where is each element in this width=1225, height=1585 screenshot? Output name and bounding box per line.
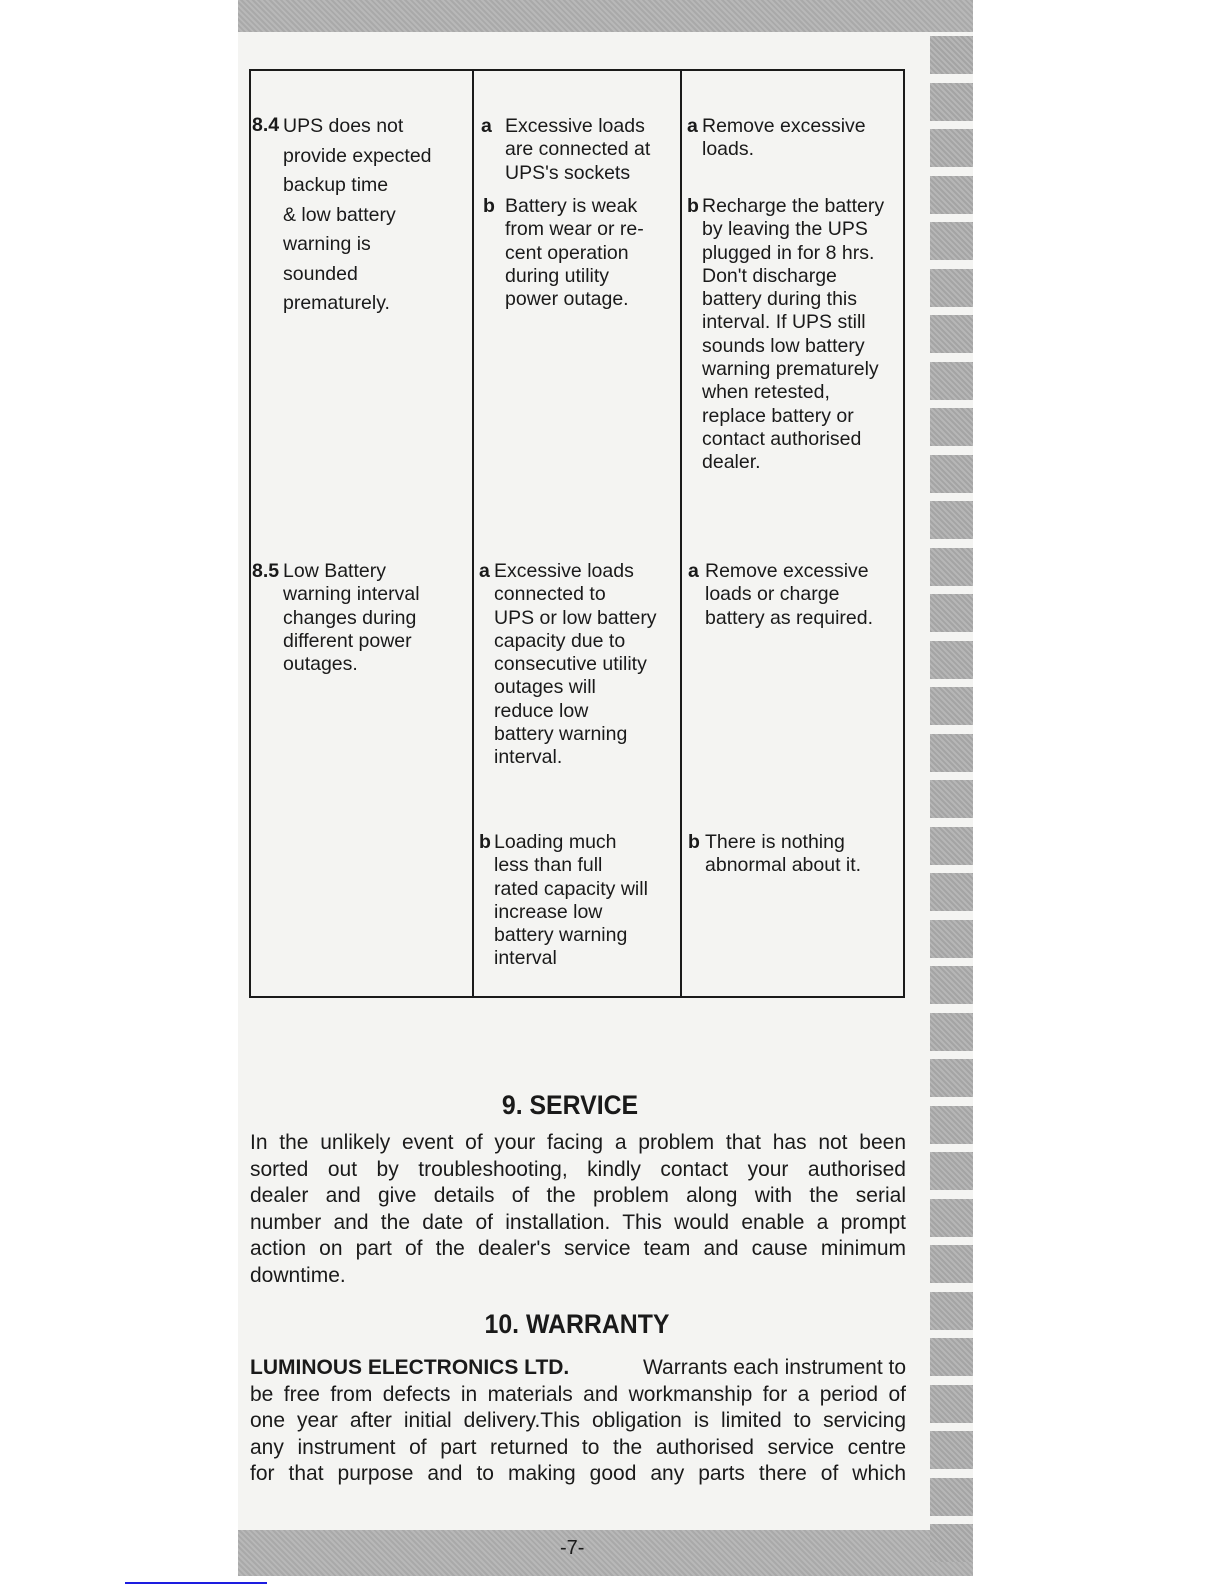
warranty-heading: 10. WARRANTY	[484, 1309, 670, 1339]
company-name: LUMINOUS ELECTRONICS LTD.	[250, 1356, 570, 1379]
edge-stripe-block	[930, 1478, 973, 1516]
text-line: dealer and give details of the problem along with the serial	[250, 1184, 906, 1208]
text-line: sorted out by troubleshooting, kindly contact your authorised	[250, 1157, 906, 1181]
edge-stripe-block	[930, 408, 973, 446]
edge-stripe-block	[930, 315, 973, 353]
remedy-marker: a	[687, 115, 698, 137]
cause-marker: a	[481, 115, 492, 137]
edge-stripe-block	[930, 687, 973, 725]
problem-text: Low Battery warning interval changes during different power outages.	[283, 560, 420, 676]
edge-stripe-block	[930, 1385, 973, 1423]
text-line: Warrants each instrument to	[637, 1356, 906, 1379]
edge-stripe-block	[930, 455, 973, 493]
remedy-marker: b	[687, 195, 699, 217]
edge-stripe-block	[930, 176, 973, 214]
edge-stripe-block	[930, 920, 973, 958]
text-line: action on part of the dealer's service team and cause minimum	[250, 1237, 906, 1261]
edge-stripe-block	[930, 827, 973, 865]
edge-stripe-block	[930, 36, 973, 74]
text-line: In the unlikely event of your facing a problem that has not been	[250, 1131, 906, 1154]
text-line: number and the date of installation. This would enable a prompt	[250, 1210, 906, 1234]
edge-stripe-block	[930, 594, 973, 632]
cause-text: Battery is weak from wear or re- cent operation during utility power outage.	[505, 195, 644, 311]
text-line: be free from defects in materials and workmanship for a period of	[250, 1382, 906, 1406]
text-line: one year after initial delivery.This obligation is limited to servicing	[250, 1409, 906, 1433]
text-line: downtime.	[250, 1263, 346, 1287]
edge-stripe-block	[930, 129, 973, 167]
edge-stripe-block	[930, 641, 973, 679]
page-number: -7-	[560, 1537, 585, 1559]
edge-stripe-block	[930, 83, 973, 121]
edge-stripe-block	[930, 548, 973, 586]
cause-text: Excessive loads are connected at UPS's sockets	[505, 115, 651, 184]
edge-stripe-block	[930, 1106, 973, 1144]
service-paragraph	[250, 1130, 906, 1290]
remedy-text: Recharge the battery by leaving the UPS plugged in for 8 hrs. Don't discharge battery during this interval. If UPS still sounds low battery warning prematurely when retested, replace battery or contact authorised dealer.	[702, 195, 885, 474]
edge-stripe-block	[930, 362, 973, 400]
edge-stripe-block	[930, 873, 973, 911]
cause-text: Excessive loads connected to UPS or low battery capacity due to consecutive utility outages will reduce low battery warning interval.	[494, 560, 657, 769]
cause-marker: b	[479, 831, 491, 853]
cause-marker: b	[483, 195, 495, 217]
edge-stripe-block	[930, 734, 973, 772]
cause-marker: a	[479, 560, 490, 582]
edge-stripe-block	[930, 966, 973, 1004]
problem-text: UPS does not provide expected backup time & low battery warning is sounded prematurely.	[283, 115, 432, 314]
edge-stripe-block	[930, 1152, 973, 1190]
service-heading: 9. SERVICE	[501, 1090, 639, 1120]
remedy-text: Remove excessive loads or charge battery as required.	[705, 560, 874, 629]
column-divider	[680, 69, 682, 998]
edge-stripe-block	[930, 1059, 973, 1097]
edge-stripe-block	[930, 1013, 973, 1051]
edge-stripe-block	[930, 1431, 973, 1469]
top-gray-band	[238, 0, 973, 32]
edge-stripe-block	[930, 1199, 973, 1237]
edge-stripe-block	[930, 269, 973, 307]
text-line: for that purpose and to making good any parts there of which	[250, 1462, 906, 1486]
edge-stripe-block	[930, 501, 973, 539]
cause-text: Loading much less than full rated capacity will increase low battery warning interval	[494, 831, 648, 970]
bottom-gray-band	[238, 1530, 973, 1576]
edge-stripe-block	[930, 1338, 973, 1376]
edge-stripe-block	[930, 1292, 973, 1330]
row-number: 8.4	[252, 114, 280, 136]
warranty-paragraph	[250, 1355, 906, 1488]
edge-stripe-block	[930, 780, 973, 818]
remedy-text: There is nothing abnormal about it.	[705, 831, 862, 877]
remedy-text: Remove excessive loads.	[702, 115, 866, 161]
edge-stripe-block	[930, 222, 973, 260]
edge-stripe-block	[930, 1245, 973, 1283]
remedy-marker: a	[688, 560, 699, 582]
text-line: any instrument of part returned to the authorised service centre	[250, 1435, 906, 1459]
column-divider	[472, 69, 474, 998]
edge-stripe-block	[930, 1524, 973, 1562]
blue-underline-mark	[125, 1582, 267, 1584]
row-number: 8.5	[252, 560, 280, 582]
remedy-marker: b	[688, 831, 700, 853]
